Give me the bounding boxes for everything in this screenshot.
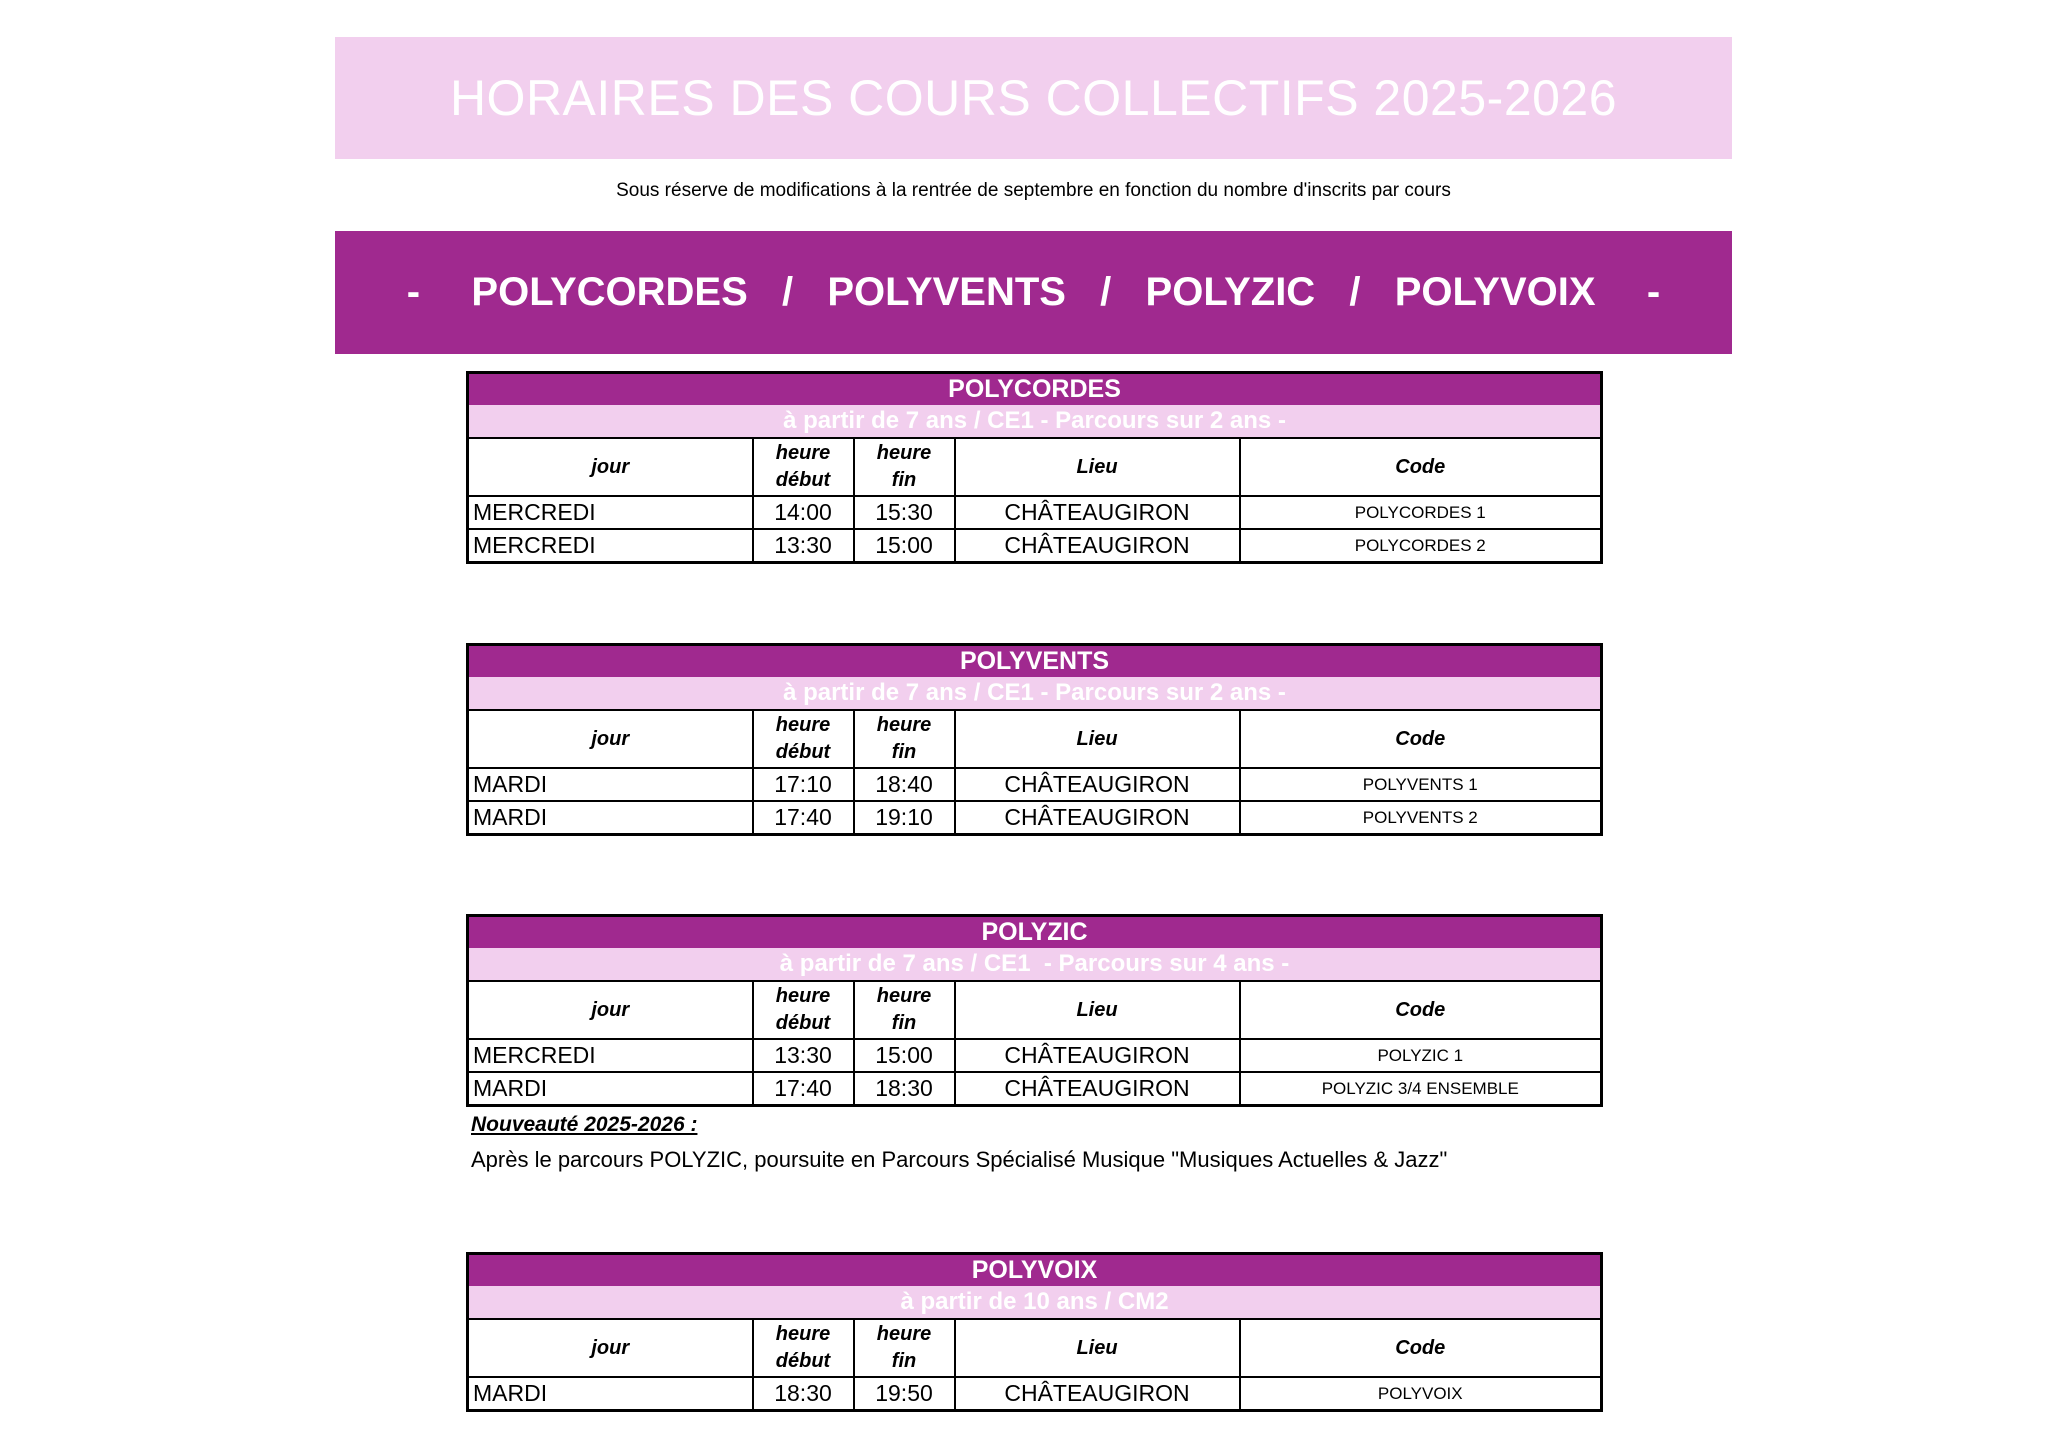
cell-heure-debut: 14:00 <box>753 496 854 529</box>
col-header-heure-fin: heure fin <box>854 981 955 1039</box>
col-header-heure-fin: heure fin <box>854 1319 955 1377</box>
block-title: POLYVENTS <box>468 645 1602 678</box>
cell-heure-fin: 18:40 <box>854 768 955 801</box>
col-header-lieu: Lieu <box>955 981 1240 1039</box>
note-text: Après le parcours POLYZIC, poursuite en Parcours Spécialisé Musique "Musiques Actuelles & Jazz" <box>471 1147 1448 1172</box>
col-header-jour: jour <box>468 438 753 496</box>
schedule-block-polyvents <box>466 643 1600 836</box>
cell-heure-fin: 18:30 <box>854 1072 955 1106</box>
schedule-block-polyzic <box>466 914 1600 1107</box>
table-row <box>468 1072 1602 1106</box>
table-row <box>468 529 1602 563</box>
cell-lieu: CHÂTEAUGIRON <box>955 496 1240 529</box>
page-subtitle: Sous réserve de modifications à la rentrée de septembre en fonction du nombre d'inscrits par cours <box>616 180 1451 201</box>
col-header-heure-debut: heure début <box>753 1319 854 1377</box>
cell-lieu: CHÂTEAUGIRON <box>955 1072 1240 1106</box>
block-subtitle: à partir de 7 ans / CE1 - Parcours sur 4 ans - <box>468 948 1602 981</box>
schedule-table <box>466 1252 1603 1412</box>
cell-lieu: CHÂTEAUGIRON <box>955 1039 1240 1072</box>
cell-jour: MARDI <box>468 801 753 835</box>
schedule-block-polycordes <box>466 371 1600 564</box>
table-row <box>468 801 1602 835</box>
section-banner <box>335 231 1732 354</box>
cell-lieu: CHÂTEAUGIRON <box>955 529 1240 563</box>
table-row <box>468 1039 1602 1072</box>
col-header-heure-debut: heure début <box>753 438 854 496</box>
cell-heure-debut: 17:40 <box>753 1072 854 1106</box>
cell-code: POLYVOIX <box>1240 1377 1602 1411</box>
cell-code: POLYCORDES 2 <box>1240 529 1602 563</box>
cell-heure-debut: 17:10 <box>753 768 854 801</box>
block-subtitle: à partir de 10 ans / CM2 <box>468 1286 1602 1319</box>
col-header-jour: jour <box>468 710 753 768</box>
table-row <box>468 1377 1602 1411</box>
cell-jour: MERCREDI <box>468 1039 753 1072</box>
cell-jour: MERCREDI <box>468 496 753 529</box>
cell-code: POLYZIC 3/4 ENSEMBLE <box>1240 1072 1602 1106</box>
col-header-code: Code <box>1240 1319 1602 1377</box>
cell-jour: MERCREDI <box>468 529 753 563</box>
cell-code: POLYZIC 1 <box>1240 1039 1602 1072</box>
cell-jour: MARDI <box>468 1377 753 1411</box>
col-header-heure-fin: heure fin <box>854 710 955 768</box>
cell-heure-fin: 15:00 <box>854 529 955 563</box>
cell-heure-fin: 19:10 <box>854 801 955 835</box>
cell-jour: MARDI <box>468 1072 753 1106</box>
cell-heure-fin: 15:30 <box>854 496 955 529</box>
cell-heure-debut: 13:30 <box>753 1039 854 1072</box>
block-title: POLYCORDES <box>468 373 1602 406</box>
col-header-lieu: Lieu <box>955 438 1240 496</box>
block-title: POLYVOIX <box>468 1254 1602 1287</box>
schedule-table <box>466 643 1603 836</box>
note-title: Nouveauté 2025-2026 : <box>471 1113 698 1136</box>
cell-code: POLYVENTS 1 <box>1240 768 1602 801</box>
block-subtitle: à partir de 7 ans / CE1 - Parcours sur 2 ans - <box>468 405 1602 438</box>
schedule-block-polyvoix <box>466 1252 1600 1412</box>
col-header-heure-debut: heure début <box>753 710 854 768</box>
cell-code: POLYCORDES 1 <box>1240 496 1602 529</box>
section-banner-text: - POLYCORDES / POLYVENTS / POLYZIC / POLYVOIX - <box>406 270 1661 314</box>
table-row <box>468 768 1602 801</box>
col-header-lieu: Lieu <box>955 710 1240 768</box>
cell-lieu: CHÂTEAUGIRON <box>955 768 1240 801</box>
schedule-table <box>466 914 1603 1107</box>
col-header-code: Code <box>1240 981 1602 1039</box>
col-header-heure-debut: heure début <box>753 981 854 1039</box>
schedule-table <box>466 371 1603 564</box>
cell-lieu: CHÂTEAUGIRON <box>955 1377 1240 1411</box>
col-header-jour: jour <box>468 981 753 1039</box>
cell-jour: MARDI <box>468 768 753 801</box>
cell-heure-debut: 13:30 <box>753 529 854 563</box>
page-title: HORAIRES DES COURS COLLECTIFS 2025-2026 <box>449 70 1618 126</box>
col-header-jour: jour <box>468 1319 753 1377</box>
cell-heure-fin: 19:50 <box>854 1377 955 1411</box>
cell-code: POLYVENTS 2 <box>1240 801 1602 835</box>
cell-lieu: CHÂTEAUGIRON <box>955 801 1240 835</box>
col-header-code: Code <box>1240 438 1602 496</box>
col-header-lieu: Lieu <box>955 1319 1240 1377</box>
block-subtitle: à partir de 7 ans / CE1 - Parcours sur 2 ans - <box>468 677 1602 710</box>
col-header-code: Code <box>1240 710 1602 768</box>
cell-heure-debut: 18:30 <box>753 1377 854 1411</box>
table-row <box>468 496 1602 529</box>
block-title: POLYZIC <box>468 916 1602 949</box>
col-header-heure-fin: heure fin <box>854 438 955 496</box>
cell-heure-debut: 17:40 <box>753 801 854 835</box>
title-banner <box>335 37 1732 159</box>
cell-heure-fin: 15:00 <box>854 1039 955 1072</box>
